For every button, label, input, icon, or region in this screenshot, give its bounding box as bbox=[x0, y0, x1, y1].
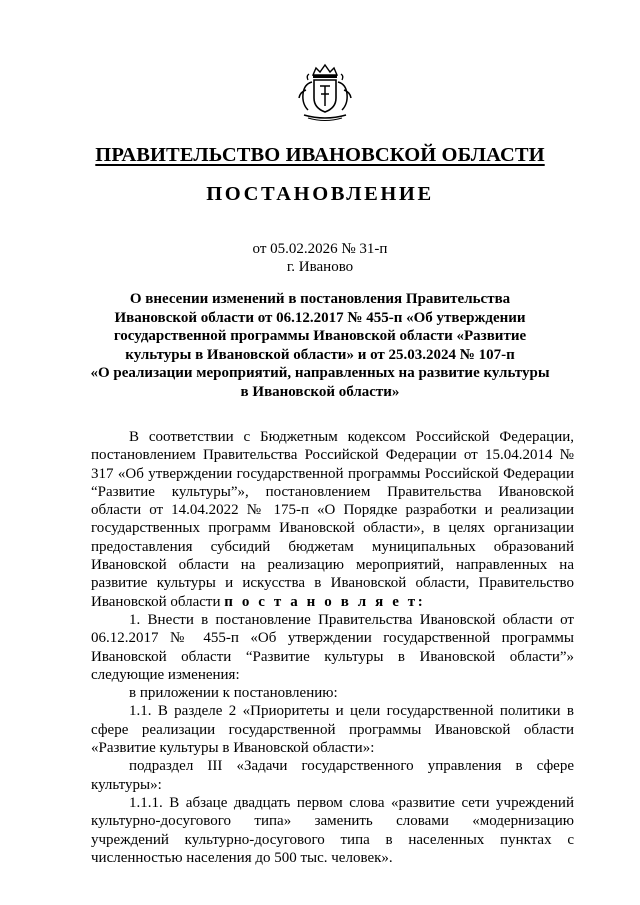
subject-line: «О реализации мероприятий, направленных на развитие культуры bbox=[90, 365, 550, 381]
preamble-text: В соответствии с Бюджетным кодексом Российской Федерации, постановлением Правительства Российской Федерации от 15.04.2014 № 317 «Об утверждении государственной программы Российской Федерации “Развитие культуры”», постановлением Правительства Ивановской области от 14.04.2022 № 175-п «О Порядке разработки и реализации государственных программ Ивановской области», в целях организации предоставления субсидий бюджетам муниципальных образований Ивановской области на реализацию мероприятий, направленных на развитие культуры и искусства в Ивановской области, Правительство Ивановской области bbox=[91, 429, 574, 610]
document-city: г. Иваново bbox=[286, 259, 354, 275]
document-subject bbox=[90, 290, 550, 401]
subject-line: О внесении изменений в постановления Правительства bbox=[129, 291, 511, 307]
preamble-paragraph bbox=[91, 428, 574, 611]
subject-line: государственной программы Ивановской области «Развитие bbox=[113, 328, 527, 344]
document-body bbox=[91, 428, 574, 867]
paragraph-1-1: 1.1. В разделе 2 «Приоритеты и цели государственной политики в сфере реализации государственной программы Ивановской области «Развитие культуры в Ивановской области»: bbox=[91, 703, 574, 757]
subject-line: в Ивановской области» bbox=[240, 383, 400, 400]
ivanovo-coat-of-arms-icon bbox=[294, 62, 356, 124]
document-type-title: ПОСТАНОВЛЕНИЕ bbox=[206, 183, 434, 205]
document-date-number: от 05.02.2026 № 31-п bbox=[252, 241, 388, 257]
paragraph-1: 1. Внести в постановление Правительства Ивановской области от 06.12.2017 № 455-п «Об утверждении государственной программы Ивановской области “Развитие культуры в Ивановской области”» следующие изменения: bbox=[91, 611, 574, 683]
paragraph-2: в приложении к постановлению: bbox=[129, 685, 338, 702]
paragraph-1-1-1: 1.1.1. В абзаце двадцать первом слова «развитие сети учреждений культурно-досугового типа» заменить словами «модернизацию учреждений культурно-досугового типа в населенных пунктах с численностью населения до 500 тыс. человек». bbox=[91, 794, 574, 866]
subject-line: Ивановской области от 06.12.2017 № 455-п «Об утверждении bbox=[114, 309, 526, 326]
resolves-keyword: п о с т а н о в л я е т: bbox=[224, 593, 426, 610]
subject-line: культуры в Ивановской области» и от 25.03.2024 № 107-п bbox=[125, 346, 515, 363]
date-and-number-block bbox=[0, 240, 640, 276]
paragraph-subsection-iii: подраздел III «Задачи государственного управления в сфере культуры»: bbox=[91, 758, 574, 793]
organization-name: ПРАВИТЕЛЬСТВО ИВАНОВСКОЙ ОБЛАСТИ bbox=[95, 144, 545, 166]
